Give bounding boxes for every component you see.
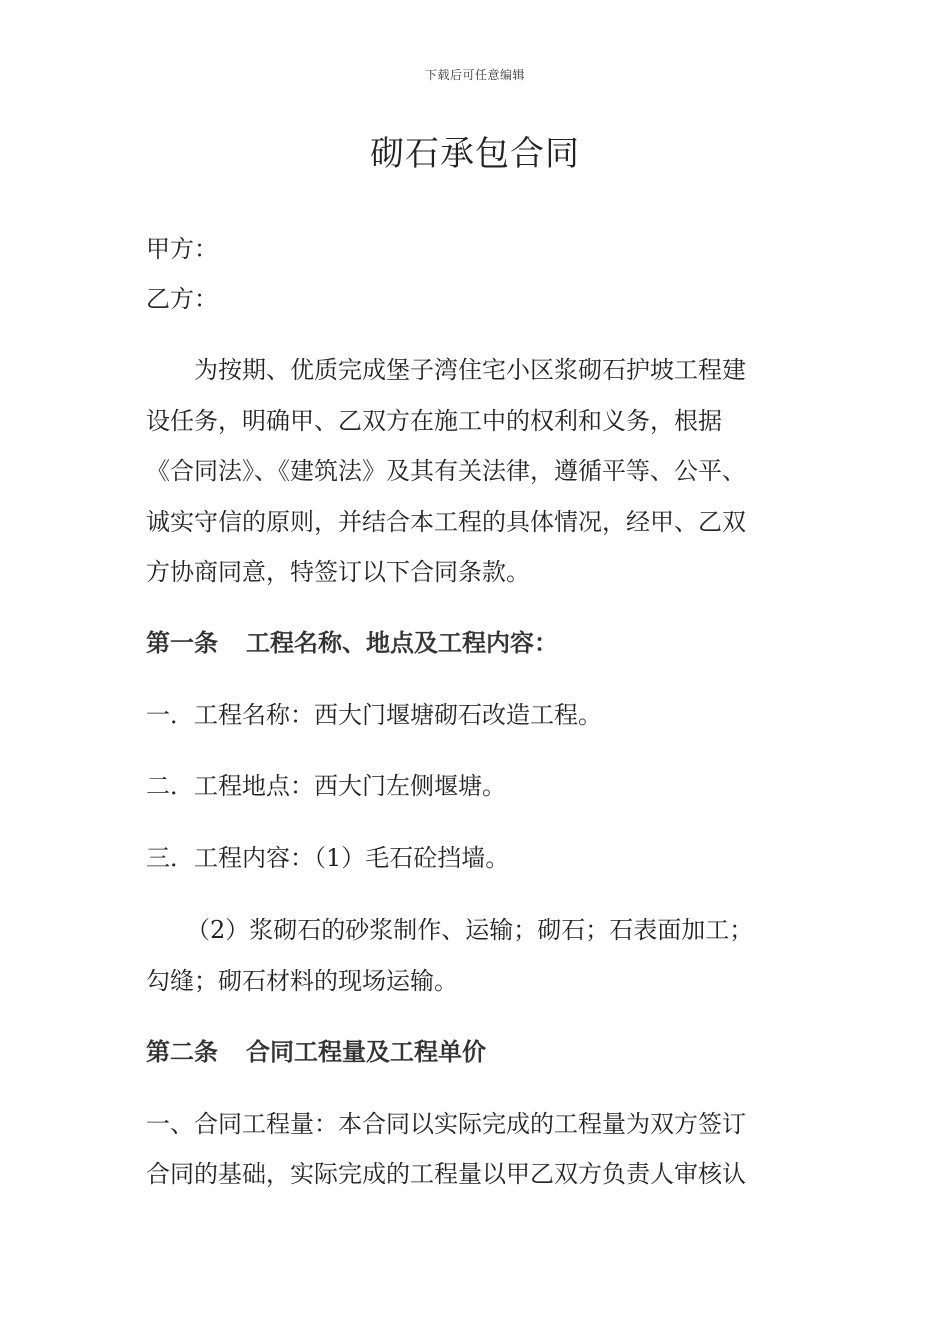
article-2-heading (146, 1036, 486, 1068)
project-location-item: 二．工程地点：西大门左侧堰塘。 (146, 772, 506, 800)
intro-line: 《合同法》、《建筑法》及其有关法律，遵循平等、公平、 (146, 457, 746, 485)
intro-line: 方协商同意，特签订以下合同条款。 (146, 558, 530, 586)
article-2-number: 第二条 (146, 1038, 218, 1066)
party-a-label: 甲方： (146, 235, 218, 263)
quantity-line: 合同的基础，实际完成的工程量以甲乙双方负责人审核认 (146, 1160, 746, 1188)
quantity-line: 一、合同工程量：本合同以实际完成的工程量为双方签订 (146, 1110, 746, 1138)
article-2-title: 合同工程量及工程单价 (246, 1038, 486, 1066)
intro-line: 诚实守信的原则，并结合本工程的具体情况，经甲、乙双 (146, 508, 746, 536)
project-content-subitem: （2）浆砌石的砂浆制作、运输；砌石；石表面加工； (186, 916, 754, 944)
intro-line: 设任务，明确甲、乙双方在施工中的权利和义务，根据 (146, 407, 722, 435)
header-note: 下载后可任意编辑 (424, 68, 525, 82)
project-content-subitem: 勾缝；砌石材料的现场运输。 (146, 967, 458, 995)
project-content-item: 三．工程内容：（1）毛石砼挡墙。 (146, 844, 510, 872)
document-title: 砌石承包合同 (370, 134, 580, 174)
project-name-item: 一．工程名称：西大门堰塘砌石改造工程。 (146, 701, 602, 729)
article-1-number: 第一条 (146, 629, 218, 657)
article-1-title: 工程名称、地点及工程内容： (246, 629, 558, 657)
article-1-heading (146, 627, 558, 659)
party-b-label: 乙方： (146, 285, 218, 313)
intro-line: 为按期、优质完成堡子湾住宅小区浆砌石护坡工程建 (194, 356, 746, 384)
